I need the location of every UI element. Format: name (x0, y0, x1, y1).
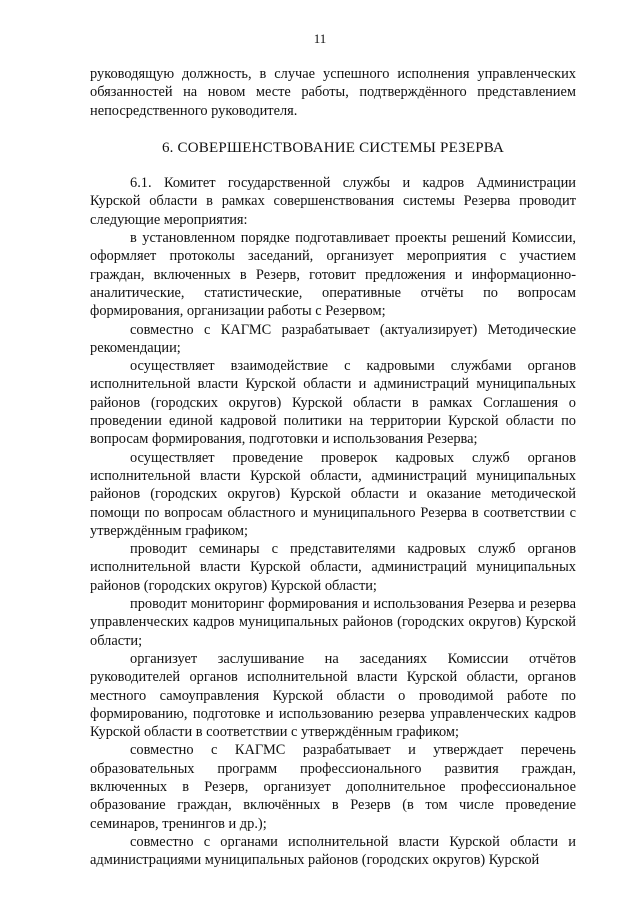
list-item-prepares-drafts: в установленном порядке подготавливает проекты решений Комиссии, оформляет протоколы заседаний, организует мероприятия с участием граждан, включенных в Резерв, готовит предложения и информационно-аналитические, статистические, оперативные отчёты по вопросам формирования, организации работы с Резервом; (90, 230, 576, 320)
list-item-jointly-with-authorities: совместно с органами исполнительной власти Курской области и администрациями муниципальных районов (городских округов) Курской (90, 833, 576, 869)
paragraph-6-1: 6.1. Комитет государственной службы и кадров Администрации Курской области в рамках совершенствования системы Резерва проводит следующие мероприятия: (90, 175, 576, 228)
list-item-monitoring: проводит мониторинг формирования и использования Резерва и резерва управленческих кадров муниципальных районов (городских округов) Курской области; (90, 596, 576, 649)
intro-paragraph: руководящую должность, в случае успешного исполнения управленческих обязанностей на новом месте работы, подтверждённого представлением непосредственного руководителя. (90, 66, 576, 119)
section-heading: 6. СОВЕРШЕНСТВОВАНИЕ СИСТЕМЫ РЕЗЕРВА (161, 139, 505, 156)
list-item-hearing-reports: организует заслушивание на заседаниях Комиссии отчётов руководителей органов исполнительной власти Курской области, органов местного самоуправления Курской области о проводимой работе по формированию, подготовке и использованию резерва управленческих кадров Курской области в соответствии с утверждённым графиком; (90, 650, 576, 741)
document-body (90, 65, 576, 869)
list-item-interaction-hr-services: осуществляет взаимодействие с кадровыми службами органов исполнительной власти Курской области и администраций муниципальных районов (городских округов) Курской области в рамках Соглашения о проведении единой кадровой политики на территории Курской области по вопросам формирования, подготовки и использования Резерва; (90, 358, 576, 448)
list-item-seminars: проводит семинары с представителями кадровых служб органов исполнительной власти Курской области, администраций муниципальных районов (городских округов) Курской области; (90, 541, 576, 594)
list-item-inspections: осуществляет проведение проверок кадровых служб органов исполнительной власти Курской области, администраций муниципальных районов (городских округов) Курской области и оказание методической помощи по вопросам областного и муниципального Резерва в соответствии с утверждённым графиком; (90, 449, 576, 539)
list-item-methodical-recommendations: совместно с КАГМС разрабатывает (актуализирует) Методические рекомендации; (90, 321, 576, 356)
list-item-educational-programs: совместно с КАГМС разрабатывает и утверждает перечень образовательных программ профессионального развития граждан, включенных в Резерв, организует дополнительное профессиональное образование граждан, включённых в Резерв (в том числе проведение семинаров, тренингов и др.); (90, 742, 576, 832)
page-number: 11 (313, 31, 327, 46)
